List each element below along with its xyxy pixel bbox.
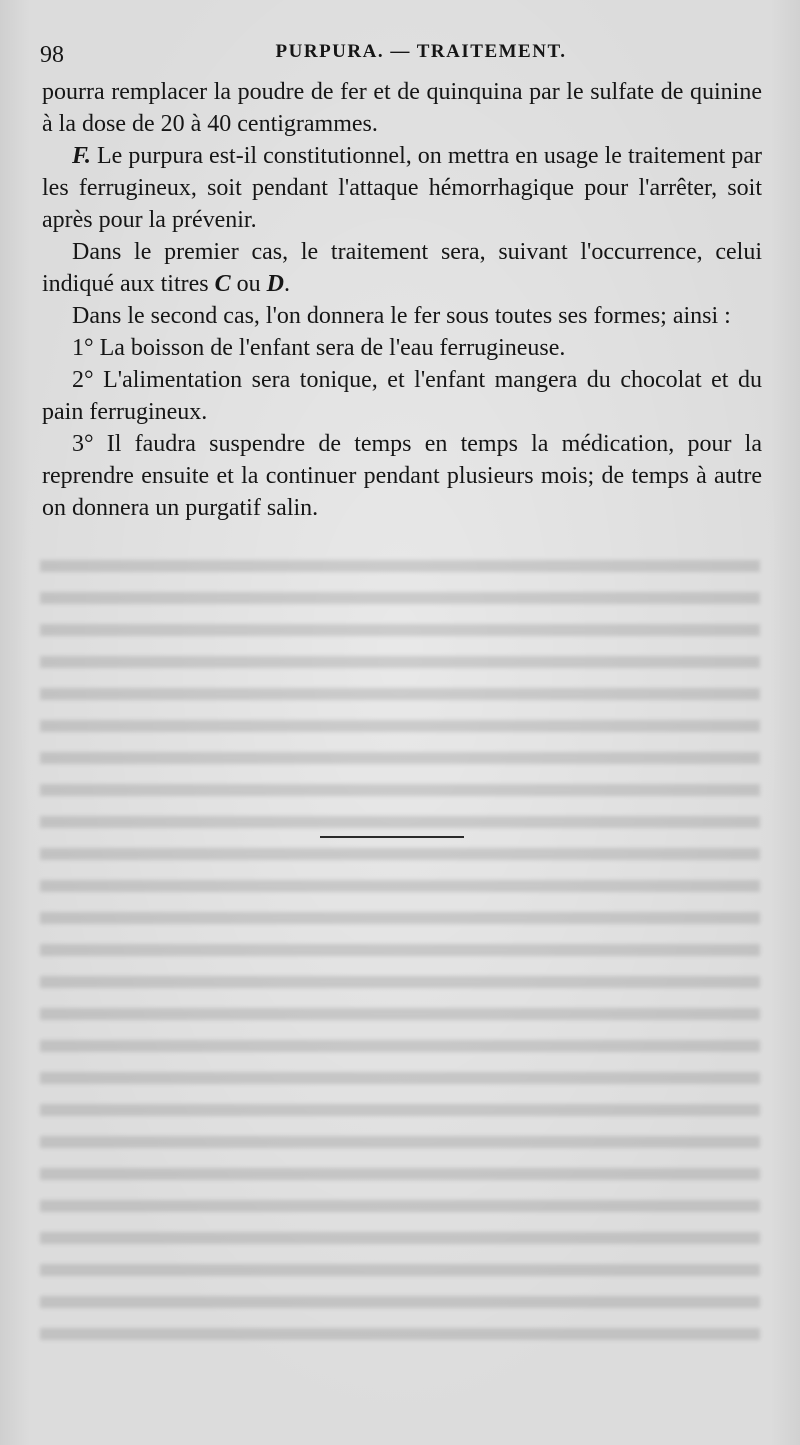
reference-d: D (266, 271, 284, 297)
paragraph-3-end: . (284, 271, 290, 297)
running-head: PURPURA. — TRAITEMENT. (275, 41, 567, 62)
paragraph-1: pourra remplacer la poudre de fer et de quinquina par le sulfate de quinine à la dose de 20 à 40 centigrammes. (42, 79, 762, 137)
page-header (40, 40, 762, 74)
section-end-rule (320, 836, 464, 838)
section-letter: F. (72, 143, 91, 169)
paragraph-2-text: Le purpura est-il constitutionnel, on mettra en usage le traitement par les ferrugineux, soit pendant l'attaque hémorrhagique pour l'arrêter, soit après pour la prévenir. (42, 143, 762, 233)
paragraph-3 (42, 236, 762, 300)
paragraph-3-mid: ou (230, 271, 267, 297)
paragraph-3-text: Dans le premier cas, le traitement sera, suivant l'occurrence, celui indiqué aux titres (42, 239, 762, 297)
paragraph-2 (42, 140, 762, 236)
paragraph-4: Dans le second cas, l'on donnera le fer sous toutes ses formes; ainsi : (72, 303, 731, 329)
main-text (42, 76, 762, 524)
list-item-2: 2° L'alimentation sera tonique, et l'enfant mangera du chocolat et du pain ferrugineux. (42, 367, 762, 425)
list-item-1: 1° La boisson de l'enfant sera de l'eau ferrugineuse. (72, 335, 566, 361)
reference-c: C (214, 271, 231, 297)
page-number: 98 (40, 42, 64, 68)
list-item-3: 3° Il faudra suspendre de temps en temps la médication, pour la reprendre ensuite et la continuer pendant plusieurs mois; de temps à autre on donnera un purgatif salin. (42, 431, 762, 521)
show-through-texture (40, 560, 760, 1360)
